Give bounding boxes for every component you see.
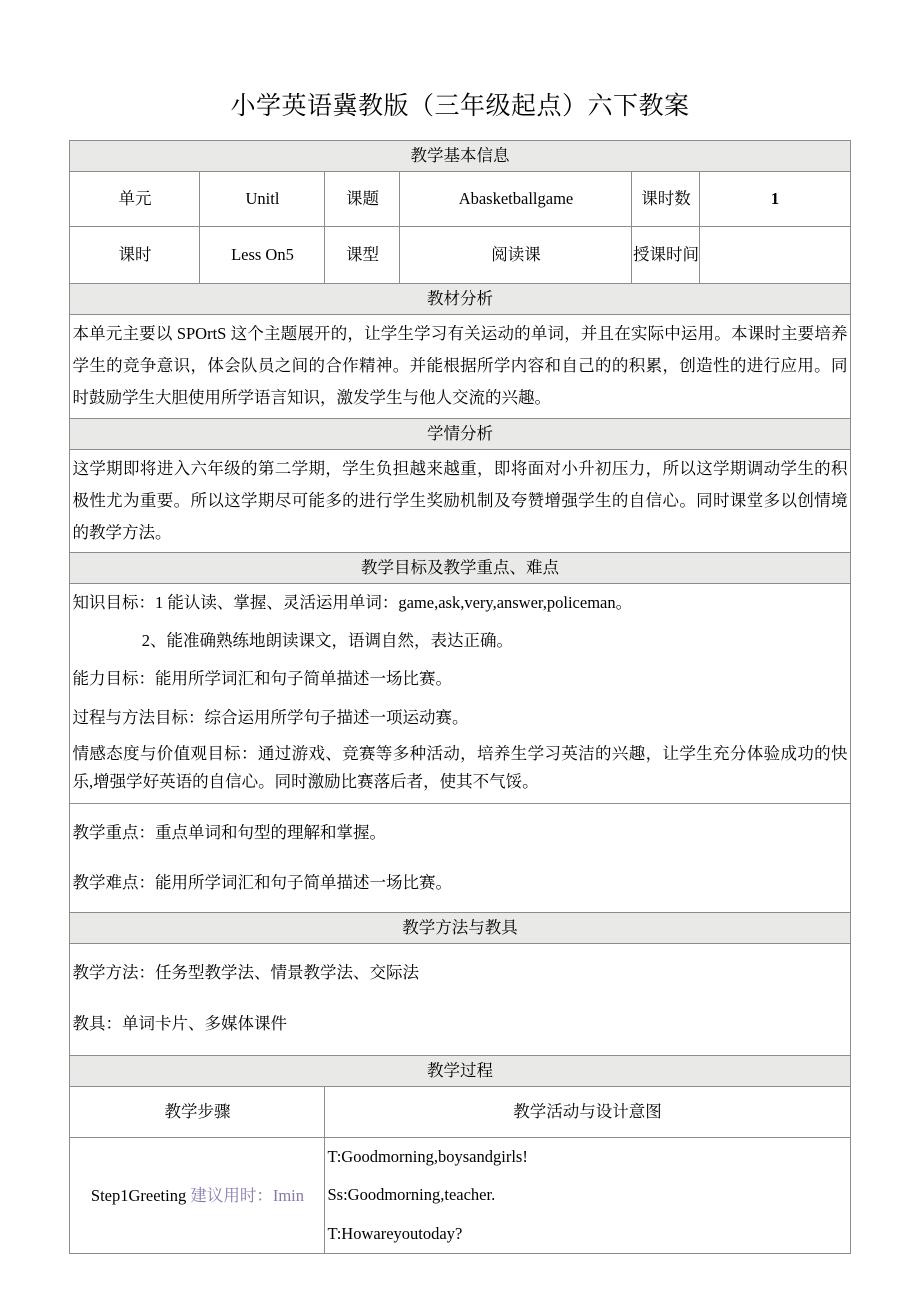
table-row-unit — [70, 172, 850, 227]
objective-knowledge-1: 知识目标：1 能认读、掌握、灵活运用单词：game,ask,very,answer,policeman。 — [72, 593, 633, 613]
page-title: 小学英语冀教版（三年级起点）六下教案 — [230, 93, 690, 120]
table-row-period — [70, 227, 850, 284]
methods-tools-cell — [70, 943, 850, 1055]
table-row-student-analysis-body — [70, 449, 850, 553]
value-period: Less On5 — [200, 227, 325, 284]
table-row-process-headers — [70, 1087, 850, 1138]
table-row-material-analysis-body — [70, 315, 850, 419]
objective-ability: 能力目标：能用所学词汇和句子简单描述一场比赛。 — [72, 669, 452, 689]
section-row-basic-info — [70, 141, 850, 172]
section-row-methods-tools — [70, 912, 850, 943]
step-1-activity-cell — [325, 1138, 850, 1254]
teaching-method-text: 教学方法：任务型教学法、情景教学法、交际法 — [72, 962, 419, 982]
table-row-key-difficult-points — [70, 804, 850, 912]
table-row-step-1 — [70, 1138, 850, 1254]
col-header-teaching-steps: 教学步骤 — [70, 1087, 325, 1138]
material-analysis-cell — [70, 315, 850, 419]
value-period-count: 1 — [700, 172, 850, 227]
section-row-process — [70, 1056, 850, 1087]
objectives-cell — [70, 584, 850, 804]
section-title-objectives: 教学目标及教学重点、难点 — [70, 553, 850, 584]
section-title-basic-info: 教学基本信息 — [70, 141, 850, 172]
label-topic: 课题 — [325, 172, 400, 227]
lesson-plan-table — [69, 140, 850, 1254]
section-title-material-analysis: 教材分析 — [70, 284, 850, 315]
step-1-line-1: T:Goodmorning,boysandgirls! — [327, 1147, 528, 1167]
step-1-line-2: Ss:Goodmorning,teacher. — [327, 1185, 496, 1205]
step-1-label-cell — [70, 1138, 325, 1254]
label-period: 课时 — [70, 227, 200, 284]
step-1-line-3: T:Howareyoutoday? — [327, 1223, 463, 1243]
teaching-tools-text: 教具：单词卡片、多媒体课件 — [72, 1013, 287, 1033]
label-unit: 单元 — [70, 172, 200, 227]
section-title-student-analysis: 学情分析 — [70, 418, 850, 449]
col-header-teaching-activities: 教学活动与设计意图 — [325, 1087, 850, 1138]
objective-knowledge-2: 2、能准确熟练地朗读课文，语调自然，表达正确。 — [141, 631, 514, 651]
table-row-methods-tools-body — [70, 943, 850, 1055]
value-unit: Unitl — [200, 172, 325, 227]
section-title-methods-tools: 教学方法与教具 — [70, 912, 850, 943]
objective-process-method: 过程与方法目标：综合运用所学句子描述一项运动赛。 — [72, 707, 469, 727]
step-1-name: Step1Greeting — [90, 1185, 187, 1205]
label-lesson-type: 课型 — [325, 227, 400, 284]
step-1-time-hint: 建议用时：Imin — [190, 1185, 305, 1205]
student-analysis-cell — [70, 449, 850, 553]
section-row-objectives — [70, 553, 850, 584]
value-lesson-type: 阅读课 — [400, 227, 632, 284]
student-analysis-text: 这学期即将进入六年级的第二学期，学生负担越来越重，即将面对小升初压力，所以这学期调动学生的积极性尤为重要。所以这学期尽可能多的进行学生奖励机制及夸赞增强学生的自信心。同时课堂多以创情境的教学方法。 — [72, 458, 848, 542]
table-row-objectives-body — [70, 584, 850, 804]
label-period-count: 课时数 — [632, 172, 700, 227]
objective-key-point: 教学重点：重点单词和句型的理解和掌握。 — [72, 823, 386, 843]
value-topic: Abasketballgame — [400, 172, 632, 227]
section-row-material-analysis — [70, 284, 850, 315]
label-teaching-time: 授课时间 — [632, 227, 700, 284]
value-teaching-time — [700, 227, 850, 284]
material-analysis-text: 本单元主要以 SPOrtS 这个主题展开的，让学生学习有关运动的单词，并且在实际中运用。本课时主要培养学生的竞争意识，体会队员之间的合作精神。并能根据所学内容和自己的的积累，创造性的进行应用。同时鼓励学生大胆使用所学语言知识，激发学生与他人交流的兴趣。 — [72, 324, 848, 408]
section-row-student-analysis — [70, 418, 850, 449]
key-difficult-points-cell — [70, 804, 850, 912]
objective-emotion: 情感态度与价值观目标：通过游戏、竞赛等多种活动，培养生学习英洁的兴趣，让学生充分体验成功的快乐,增强学好英语的自信心。同时激励比赛落后者，使其不气馁。 — [72, 743, 848, 792]
objective-difficult-point: 教学难点：能用所学词汇和句子简单描述一场比赛。 — [72, 872, 452, 892]
section-title-process: 教学过程 — [70, 1056, 850, 1087]
